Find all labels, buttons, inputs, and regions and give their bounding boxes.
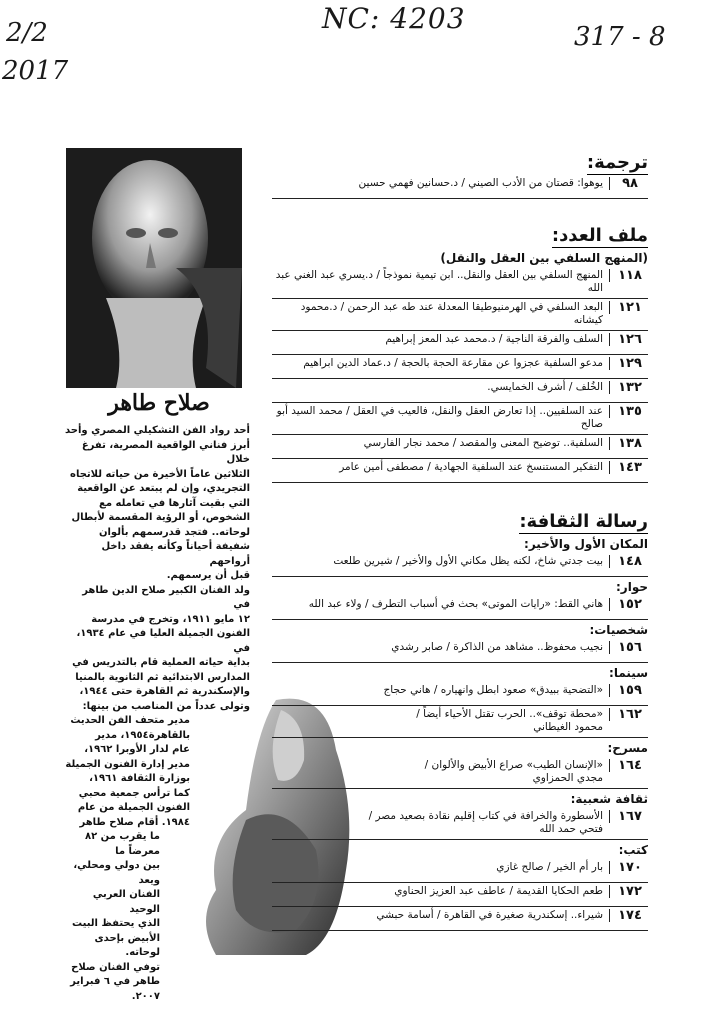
toc-entry [272, 175, 648, 199]
toc-entry-author: فتحي حمد الله [539, 823, 603, 835]
toc-entry [272, 435, 648, 459]
toc-entry-title: بيت جدتي شاخ، لكنه يظل مكاني الأول والأخير / شيرين طلعت [333, 555, 603, 567]
toc-page-number: ١٦٢ [609, 708, 648, 721]
bio-line: ٢٠٠٧. [131, 990, 160, 1002]
bio-line: طاهر في ٦ فبراير [70, 976, 160, 987]
bio-line: بين دولي ومحلي، ويعد [73, 860, 160, 886]
toc-entry-title: المنهج السلفي بين العقل والنقل.. ابن تيمية نموذجاً / د.يسري عبد الغني عبد الله [275, 269, 603, 294]
toc-page-number: ١٦٧ [609, 810, 648, 823]
toc-page-number: ١٣٢ [609, 381, 648, 394]
bio-line: الفنون الجميلة من عام [77, 802, 190, 813]
toc-page-number: ١٥٦ [609, 641, 648, 654]
bio-line: الفنون الجميلة العليا في عام ١٩٣٤، في [76, 628, 250, 654]
toc-entry [272, 403, 648, 435]
bio-line: مدير متحف الفن الحديث [70, 715, 190, 726]
toc-page-number: ١٤٣ [609, 461, 648, 474]
toc-entry-title: التفكير المستنسخ عند السلفية الجهادية / مصطفى أمين عامر [339, 461, 603, 473]
bio-line: ١٢ مايو ١٩١١، وتخرج في مدرسة [91, 613, 250, 625]
toc-entry-title: شيراء.. إسكندرية صغيرة في القاهرة / أسامة حبشي [376, 909, 603, 921]
toc-page-number: ١٣٥ [609, 405, 648, 418]
bio-line: بداية حياته العملية قام بالتدريس في [72, 657, 250, 668]
toc-entry-title: يوهوا: قصتان من الأدب الصيني / د.حسانين فهمي حسين [358, 177, 603, 189]
toc-entry [272, 639, 648, 663]
toc-entry [272, 706, 648, 738]
bio-line: وتولى عدداً من المناصب من بينها: [82, 700, 250, 712]
bio-line: توفي الفنان صلاح [71, 961, 160, 973]
bio-line: الأبيض بإحدى لوحاته. [94, 932, 160, 958]
toc-entry-title: «محطة توقف».. الحرب تقتل الأحياء أيضاً / محمود الغيطاني [272, 708, 609, 734]
toc-entry-title: السلفية.. توضيح المعنى والمقصد / محمد نجار الفارسي [363, 437, 603, 449]
bio-line: أبرز فناني الواقعية المصرية، تفرغ خلال [81, 439, 250, 465]
bio-line: مدير إدارة الفنون الجميلة [65, 758, 190, 770]
bio-line: عام لدار الأوبرا ١٩٦٢، [84, 744, 190, 755]
toc-page-number: ١٢٦ [609, 333, 648, 346]
bio-line: الذي يحتفظ البيت [72, 918, 160, 929]
toc-entry-title: البعد السلفي في الهرمنيوطيقا المعدلة عند طه عبد الرحمن / د.محمود كيشانه [300, 301, 603, 326]
toc-subsection-label: سينما: [609, 666, 648, 680]
toc-entry-author: مجدي الحمزاوي [532, 772, 603, 784]
toc-page-number: ١٢١ [609, 301, 648, 314]
toc-subsection-label: كتب: [618, 843, 648, 857]
bio-line: ولد الفنان الكبير صلاح الدين طاهر في [82, 584, 250, 610]
toc-entry [272, 459, 648, 483]
section-subtitle-issue-file: (المنهج السلفي بين العقل والنقل) [440, 251, 648, 265]
toc-page-number: ١٣٨ [609, 437, 648, 450]
bio-line: كما ترأس جمعية محبي [78, 787, 190, 799]
bio-line: ما يقرب من ٨٢ معرضاً ما [84, 831, 160, 857]
toc-entry-title: نجيب محفوظ.. مشاهد من الذاكرة / صابر رشدي [391, 641, 603, 653]
bio-line: الفنان العربي الوحيد [92, 889, 160, 915]
bio-line: الثلاثين عاماً الأخيرة من حياته للاتجاه [70, 468, 250, 480]
toc-page-number: ١٥٢ [609, 598, 648, 611]
toc-page-number: ١٦٤ [609, 759, 648, 772]
bio-line: المدارس الابتدائية ثم الثانوية بالمنيا [75, 671, 250, 683]
toc-page-number: ١٧٤ [609, 909, 648, 922]
toc-entry [272, 757, 648, 789]
bio-line: قبل أن يرسمهم. [166, 570, 250, 581]
bio-line: والإسكندرية ثم القاهرة حتى ١٩٤٤، [79, 686, 250, 697]
section-title-issue-file: ملف العدد: [551, 225, 648, 246]
toc-page-number: ١٧٢ [609, 885, 648, 898]
toc-subsection-label: مسرح: [607, 741, 648, 755]
bio-line: ١٩٨٤. أقام صلاح طاهر [79, 816, 190, 828]
artist-name-heading: صلاح طاهر [108, 390, 210, 416]
toc-entry-author: محمود الغيطاني [533, 721, 603, 733]
toc-page-number: ١٧٠ [609, 861, 648, 874]
toc-entry [272, 596, 648, 620]
toc-subsection-label: شخصيات: [589, 623, 648, 637]
section-title-culture-letter: رسالة الثقافة: [519, 511, 648, 532]
section-title-translation: ترجمة: [586, 152, 648, 173]
toc-subsection-label: المكان الأول والأخير: [524, 537, 648, 551]
toc-entry [272, 808, 648, 840]
toc-entry-title: السلف والفرقة الناجية / د.محمد عبد المعز إبراهيم [385, 333, 603, 345]
toc-entry [272, 883, 648, 907]
toc-entry-title: «التضحية ببيدق» صعود ابطل وانهياره / هاني حجاج [383, 684, 603, 696]
table-of-contents [272, 138, 648, 931]
toc-entry-title: طعم الحكايا القديمة / عاطف عبد العزيز الحناوي [394, 885, 603, 897]
toc-subsection-label: حوار: [616, 580, 648, 594]
bio-line: الشخوص، أو الرؤية المقسمة لأبطال [71, 512, 250, 523]
toc-entry [272, 553, 648, 577]
toc-page-number: ١٤٨ [609, 555, 648, 568]
toc-entry-title: «الإنسان الطيب» صراع الأبيض والألوان / مجدي الحمزاوي [272, 759, 609, 785]
toc-page-number: ١٥٩ [609, 684, 648, 697]
bio-line: أحد رواد الفن التشكيلي المصري وأحد [64, 425, 250, 436]
bio-line: التجريدي، وإن لم يبتعد عن الواقعية [77, 483, 250, 494]
toc-subsection-label: ثقافة شعبية: [570, 792, 648, 806]
toc-entry [272, 299, 648, 331]
bio-line: لوحاته.. فتجد قدرسمهم بألوان [98, 526, 250, 538]
toc-entry [272, 379, 648, 403]
handwritten-page-ref: 317 - 8 [574, 22, 666, 52]
toc-entry-title: عند السلفيين.. إذا تعارض العقل والنقل، فالعيب في العقل / محمد السيد أبو صالح [276, 405, 603, 430]
toc-entry-title: الخُلف / أشرف الخمايسي. [487, 381, 603, 393]
toc-entry [272, 682, 648, 706]
handwritten-note-year: 2017 [2, 56, 69, 86]
toc-page-number: ٩٨ [609, 177, 648, 190]
bio-line: التي بقيت آثارها في تعامله مع [99, 497, 250, 509]
bio-line: شفيفة أحياناً وكأنه يفقد داخل أرواحهم [101, 541, 250, 567]
toc-entry [272, 267, 648, 299]
toc-entry [272, 355, 648, 379]
toc-entry-title: مدعو السلفية عجزوا عن مقارعة الحجة بالحجة / د.عماد الدين ابراهيم [303, 357, 603, 369]
artist-portrait-photo [66, 148, 242, 388]
toc-entry-title: هاني القط: «رايات الموتى» بحث في أسباب التطرف / ولاء عبد الله [308, 598, 603, 610]
bio-line: بالقاهرة١٩٥٤، مدير [95, 729, 190, 741]
toc-page-number: ١٢٩ [609, 357, 648, 370]
toc-page-number: ١١٨ [609, 269, 648, 282]
handwritten-note-date-part1: 2/2 [6, 18, 48, 48]
toc-entry [272, 331, 648, 355]
toc-entry [272, 859, 648, 883]
toc-entry-title: الأسطورة والخرافة في كتاب إقليم نقادة بصعيد مصر / فتحي حمد الله [272, 810, 609, 836]
toc-entry [272, 907, 648, 931]
handwritten-catalog-number: NC: 4203 [322, 2, 466, 35]
toc-entry-title: بار أم الخير / صالح غازي [496, 861, 603, 873]
bio-line: بوزارة الثقافة ١٩٦١، [89, 773, 190, 784]
